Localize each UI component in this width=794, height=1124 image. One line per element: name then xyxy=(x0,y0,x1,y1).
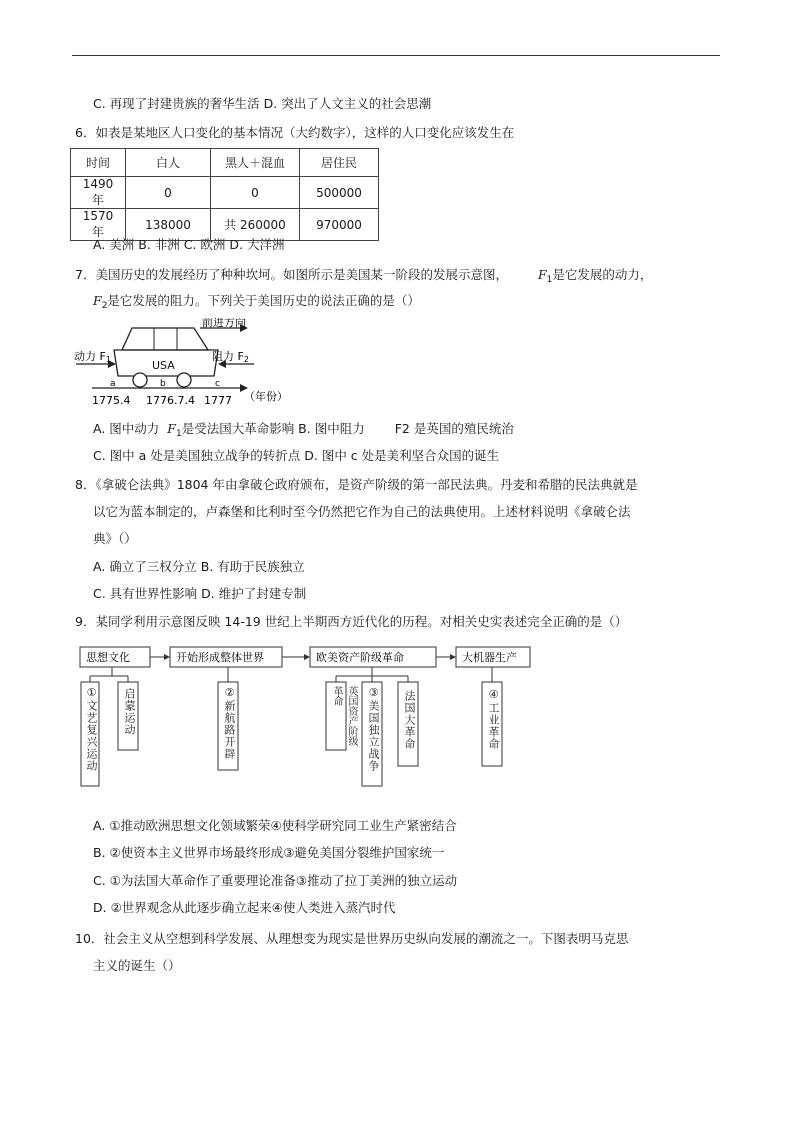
head-label: 开始形成整体世界 xyxy=(176,651,264,664)
head-label: 大机器生产 xyxy=(462,651,517,664)
q8-options-cd: C. 具有世界性影响 D. 维护了封建专制 xyxy=(93,586,307,601)
q10-line2: 主义的诞生（） xyxy=(93,958,181,973)
modernization-flow-diagram xyxy=(72,642,542,792)
car-wheel xyxy=(133,373,147,387)
q6-options: A. 美洲 B. 非洲 C. 欧洲 D. 大洋洲 xyxy=(93,237,285,252)
table-row xyxy=(71,177,379,209)
table-cell: 1570 年 xyxy=(71,209,126,241)
q7-options-ab: A. 图中动力 $F_1$是受法国大革命影响 B. 图中阻力 F2 是英国的殖民统治 xyxy=(93,421,514,439)
power-label: 动力 F1 xyxy=(74,350,111,364)
resist-label: 阻力 F2 xyxy=(212,350,249,364)
item-american-independence: ③美国独立战争 xyxy=(367,686,380,772)
item-english-revolution: 英国资产阶级革命 xyxy=(331,686,357,746)
table-header-row xyxy=(71,149,379,177)
table-cell: 138000 xyxy=(126,209,211,241)
q9-option-b: B. ②使资本主义世界市场最终形成③避免美国分裂维护国家统一 xyxy=(93,845,445,860)
header-cell: 时间 xyxy=(71,149,126,177)
table-cell: 0 xyxy=(126,177,211,209)
header-rule xyxy=(72,55,720,56)
point-b: b xyxy=(160,379,166,389)
date-1: 1775.4 xyxy=(92,394,131,407)
q9-option-a: A. ①推动欧洲思想文化领域繁荣④使科学研究同工业生产紧密结合 xyxy=(93,818,457,833)
q7-stem-line1: 7．美国历史的发展经历了种种坎坷。如图所示是美国某一阶段的发展示意图， $F_1$是它发展的动力， xyxy=(75,267,653,285)
header-cell: 白人 xyxy=(126,149,211,177)
q8-line1: 8．《拿破仑法典》1804 年由拿破仑政府颁布，是资产阶级的第一部民法典。丹麦和希腊的民法典就是 xyxy=(75,477,638,492)
q8-options-ab: A. 确立了三权分立 B. 有助于民族独立 xyxy=(93,559,305,574)
head-label: 欧美资产阶级革命 xyxy=(316,651,404,664)
head-label: 思想文化 xyxy=(86,651,130,664)
table-cell: 0 xyxy=(211,177,300,209)
q9-option-d: D. ②世界观念从此逐步确立起来④使人类进入蒸汽时代 xyxy=(93,900,396,915)
q7-options-cd: C. 图中 a 处是美国独立战争的转折点 D. 图中 c 处是美利坚合众国的诞生 xyxy=(93,448,500,463)
date-3: 1777 xyxy=(204,394,232,407)
point-c: c xyxy=(215,379,220,389)
flow-arrow-head xyxy=(304,654,310,660)
q9-stem: 9．某同学利用示意图反映 14-19 世纪上半期西方近代化的历程。对相关史实表述完全正确的是（） xyxy=(75,614,628,629)
car-wheel xyxy=(177,373,191,387)
axis-unit: （年份） xyxy=(244,390,288,403)
car-label: USA xyxy=(152,359,175,372)
point-a: a xyxy=(110,379,116,389)
q7-stem-line2: $F_2$是它发展的阻力。下列关于美国历史的说法正确的是（） xyxy=(93,293,420,311)
table-cell: 共 260000 xyxy=(211,209,300,241)
table-cell: 970000 xyxy=(300,209,379,241)
item-renaissance: ①文艺复兴运动 xyxy=(85,686,98,772)
date-2: 1776.7.4 xyxy=(146,394,195,407)
population-table xyxy=(70,148,379,241)
forward-label: 前进方向 xyxy=(202,318,246,329)
table-cell: 500000 xyxy=(300,177,379,209)
q6-stem: 6．如表是某地区人口变化的基本情况（大约数字），这样的人口变化应该发生在 xyxy=(75,125,515,140)
item-new-routes: ②新航路开辟 xyxy=(223,686,236,760)
car-roof xyxy=(122,328,208,350)
item-industrial-revolution: ④工业革命 xyxy=(487,688,500,750)
q8-line2: 以它为蓝本制定的，卢森堡和比利时至今仍然把它作为自己的法典使用。上述材料说明《拿破仑法 xyxy=(93,504,631,519)
q8-line3: 典》（） xyxy=(93,531,137,546)
table-cell: 1490 年 xyxy=(71,177,126,209)
flow-arrow-head xyxy=(450,654,456,660)
header-cell: 居住民 xyxy=(300,149,379,177)
flow-arrow-head xyxy=(164,654,170,660)
header-cell: 黑人＋混血 xyxy=(211,149,300,177)
flow-diagram-svg xyxy=(72,642,542,792)
q9-option-c: C. ①为法国大革命作了重要理论准备③推动了拉丁美洲的独立运动 xyxy=(93,873,458,888)
item-french-revolution: 法国大革命 xyxy=(403,690,416,750)
car-diagram-svg xyxy=(72,318,302,412)
item-enlightenment: 启蒙运动 xyxy=(123,688,136,736)
q5-options-cd: C. 再现了封建贵族的奢华生活 D. 突出了人文主义的社会思潮 xyxy=(93,96,432,111)
usa-car-diagram xyxy=(72,318,302,412)
q10-line1: 10．社会主义从空想到科学发展、从理想变为现实是世界历史纵向发展的潮流之一。下图表明马克思 xyxy=(75,931,629,946)
